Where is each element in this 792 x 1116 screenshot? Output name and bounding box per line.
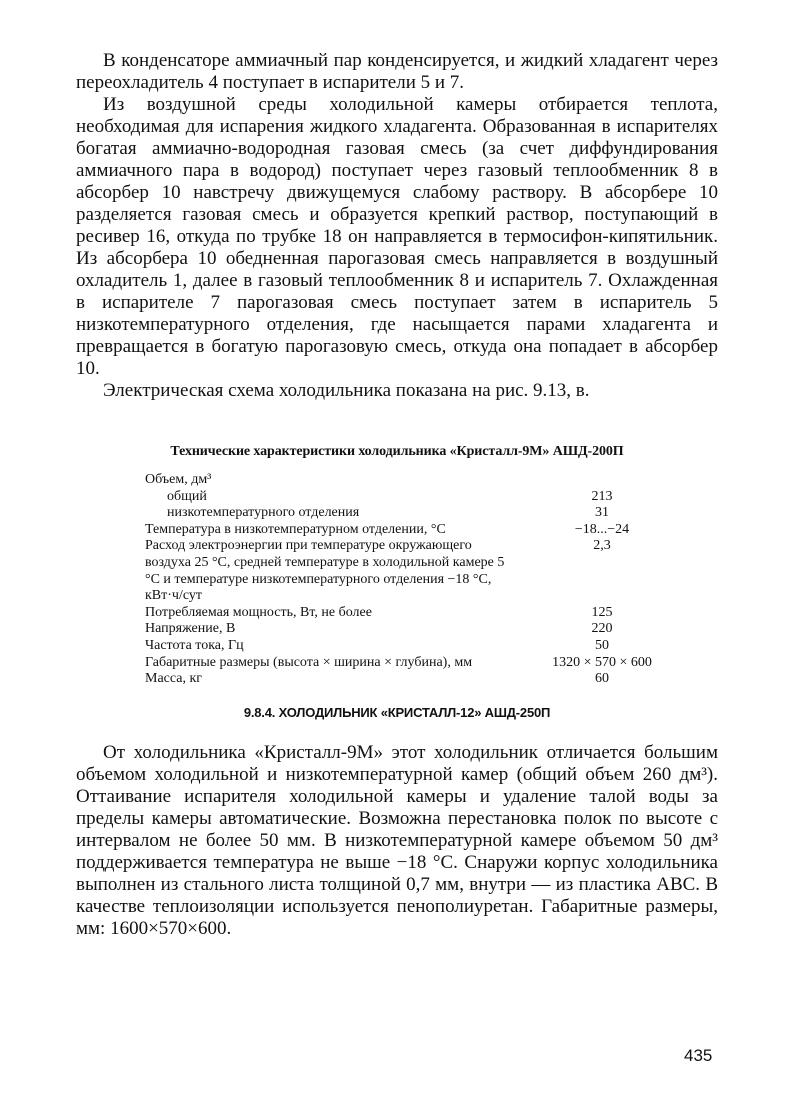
specs-label: Температура в низкотемпературном отделении, °С <box>145 521 446 537</box>
specs-row <box>145 505 677 522</box>
specs-label: общий <box>167 488 207 504</box>
specs-value: 1320 × 570 × 600 <box>552 654 652 670</box>
specs-table <box>145 472 677 688</box>
specs-row <box>145 671 677 688</box>
specs-label: Объем, дм³ <box>145 472 212 487</box>
specs-label: Потребляемая мощность, Вт, не более <box>145 604 372 620</box>
specs-value: 31 <box>595 505 609 521</box>
paragraph-1: В конденсаторе аммиачный пар конденсируется, и жидкий хладагент через переохладитель 4 поступает в испарители 5 и 7. <box>76 50 718 93</box>
specs-row <box>145 638 677 655</box>
specs-value <box>527 472 677 489</box>
page-number: 435 <box>684 1046 713 1065</box>
specs-label: Частота тока, Гц <box>145 637 244 653</box>
specs-label: Габаритные размеры (высота × ширина × глубина), мм <box>145 654 473 670</box>
specs-row <box>145 489 677 506</box>
specs-value: −18...−24 <box>574 521 630 537</box>
specs-row <box>145 538 677 604</box>
specs-label: низкотемпературного отделения <box>167 505 360 521</box>
specs-table-title: Технические характеристики холодильника «Кристалл-9М» АШД-200П <box>170 444 624 459</box>
specs-value: 213 <box>591 488 613 504</box>
paragraph-3: Электрическая схема холодильника показана на рис. 9.13, в. <box>103 380 590 401</box>
page-content <box>76 50 718 940</box>
section-title: 9.8.4. ХОЛОДИЛЬНИК «КРИСТАЛЛ-12» АШД-250П <box>243 704 551 720</box>
specs-label: Расход электроэнергии при температуре окружающего воздуха 25 °С, средней температуре в холодильной камере 5 °С и температуре низкотемпературного отделения −18 °С, кВт·ч/сут <box>145 538 505 604</box>
spacer <box>76 402 718 444</box>
specs-label: Масса, кг <box>145 671 203 687</box>
specs-row <box>145 472 677 489</box>
paragraph-2: Из воздушной среды холодильной камеры отбирается теплота, необходимая для испарения жидкого хладагента. Образованная в испарителях богатая аммиачно-водородная газовая смесь (за счет диффундирования аммиачного пара в водород) поступает через газовый теплообменник 8 в абсорбер 10 навстречу движущемуся слабому раствору. В абсорбере 10 разделяется газовая смесь и образуется крепкий раствор, поступающий в ресивер 16, откуда по трубке 18 он направляется в термосифон-кипятильник. Из абсорбера 10 обедненная парогазовая смесь направляется в воздушный охладитель 1, далее в газовый теплообменник 8 и испаритель 7. Охлажденная в испарителе 7 парогазовая смесь поступает затем в испаритель 5 низкотемпературного отделения, где насыщается парами хладагента и превращается в богатую парогазовую смесь, откуда она попадает в абсорбер 10. <box>76 94 718 379</box>
specs-value: 220 <box>591 621 613 637</box>
specs-value: 50 <box>595 637 609 653</box>
paragraph-bottom: От холодильника «Кристалл-9М» этот холодильник отличается большим объемом холодильной и низкотемпературной камер (общий объем 260 дм³). Оттаивание испарителя холодильной камеры и удаление талой воды за пределы камеры автоматические. Возможна перестановка полок по высоте с интервалом не более 50 мм. В низкотемпературной камере объемом 50 дм³ поддерживается температура не выше −18 °С. Снаружи корпус холодильника выполнен из стального листа толщиной 0,7 мм, внутри — из пластика АВС. В качестве теплоизоляции используется пенополиуретан. Габаритные размеры, мм: 1600×570×600. <box>76 741 718 939</box>
specs-value: 60 <box>595 671 609 687</box>
specs-value: 125 <box>591 604 613 620</box>
specs-row <box>145 621 677 638</box>
specs-label: Напряжение, В <box>145 621 236 637</box>
specs-row <box>145 655 677 672</box>
specs-row <box>145 522 677 539</box>
specs-value: 2,3 <box>593 538 611 554</box>
specs-row <box>145 605 677 622</box>
